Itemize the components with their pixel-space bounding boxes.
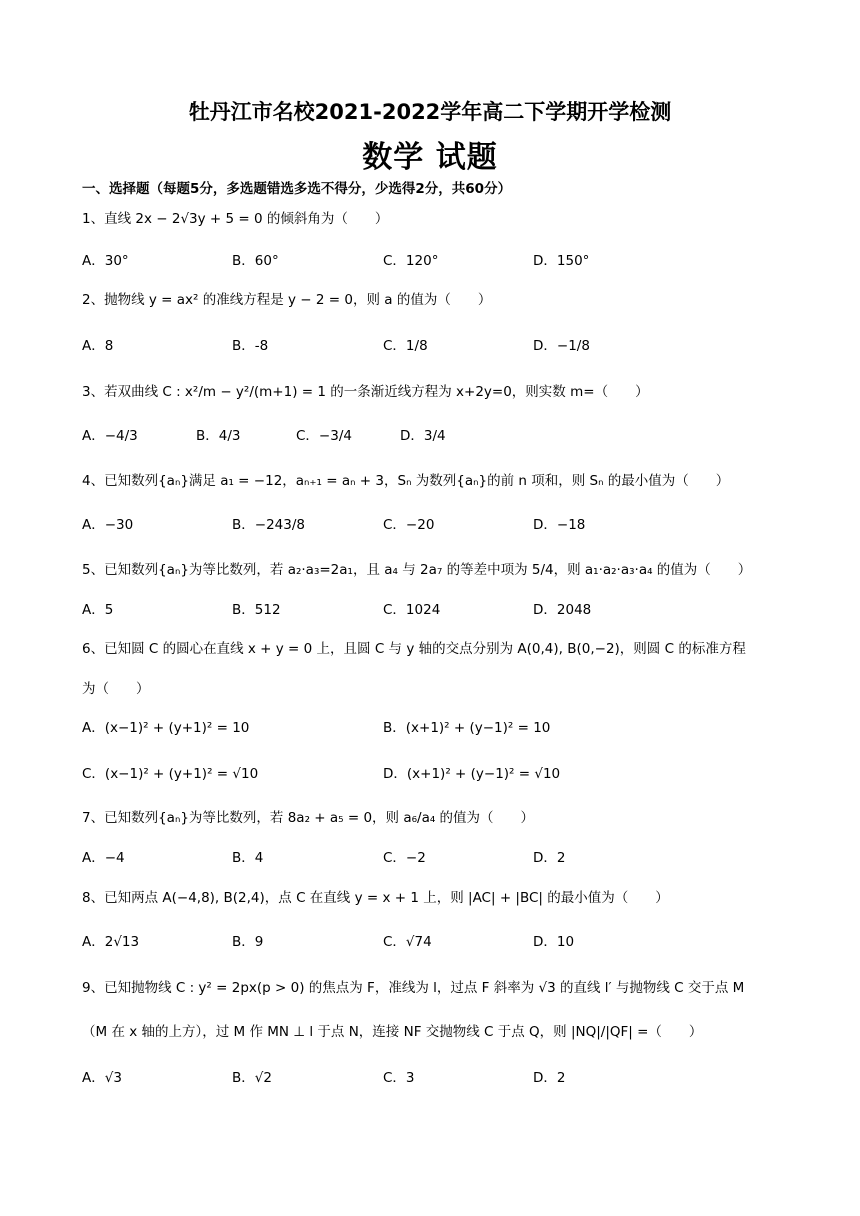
question-9-line-2: （M 在 x 轴的上方），过 M 作 MN ⊥ l 于点 N，连接 NF 交抛物线 C 于点 Q，则 |NQ|/|QF| =（ ） — [82, 1024, 703, 1040]
question-4: 4、已知数列{aₙ}满足 a₁ = −12，aₙ₊₁ = aₙ + 3，Sₙ 为数列{aₙ}的前 n 项和，则 Sₙ 的最小值为（ ） — [82, 473, 730, 489]
q8-option-b: B．9 — [232, 934, 264, 950]
q9-option-c: C．3 — [383, 1070, 415, 1086]
question-1: 1、直线 2x − 2√3y + 5 = 0 的倾斜角为（ ） — [82, 211, 389, 227]
q8-option-c: C．√74 — [383, 934, 432, 950]
q3-option-b: B．4/3 — [196, 428, 241, 444]
q6-option-a: A．(x−1)² + (y+1)² = 10 — [82, 720, 250, 736]
q7-option-c: C．−2 — [383, 850, 426, 866]
q5-option-d: D．2048 — [533, 602, 592, 618]
q1-option-a: A．30° — [82, 253, 129, 269]
q3-option-a: A．−4/3 — [82, 428, 138, 444]
q1-option-b: B．60° — [232, 253, 279, 269]
question-7: 7、已知数列{aₙ}为等比数列，若 8a₂ + a₅ = 0，则 a₆/a₄ 的值为（ ） — [82, 810, 535, 826]
q1-option-c: C．120° — [383, 253, 439, 269]
q3-option-c: C．−3/4 — [296, 428, 352, 444]
q3-option-d: D．3/4 — [400, 428, 446, 444]
q2-option-c: C．1/8 — [383, 338, 428, 354]
question-2: 2、抛物线 y = ax² 的准线方程是 y − 2 = 0，则 a 的值为（ ） — [82, 292, 492, 308]
q6-option-d: D．(x+1)² + (y−1)² = √10 — [383, 766, 561, 782]
question-8: 8、已知两点 A(−4,8), B(2,4)，点 C 在直线 y = x + 1 上，则 |AC| + |BC| 的最小值为（ ） — [82, 890, 669, 906]
q7-option-b: B．4 — [232, 850, 264, 866]
q5-option-a: A．5 — [82, 602, 114, 618]
q4-option-a: A．−30 — [82, 517, 134, 533]
exam-title: 牡丹江市名校2021-2022学年高二下学期开学检测 — [188, 100, 672, 124]
question-6-line-2: 为（ ） — [82, 681, 150, 697]
question-5: 5、已知数列{aₙ}为等比数列，若 a₂·a₃=2a₁，且 a₄ 与 2a₇ 的等差中项为 5/4，则 a₁·a₂·a₃·a₄ 的值为（ ） — [82, 562, 752, 578]
q4-option-b: B．−243/8 — [232, 517, 305, 533]
q2-option-a: A．8 — [82, 338, 114, 354]
q4-option-c: C．−20 — [383, 517, 435, 533]
question-3: 3、若双曲线 C : x²/m − y²/(m+1) = 1 的一条渐近线方程为 x+2y=0，则实数 m=（ ） — [82, 384, 649, 400]
q4-option-d: D．−18 — [533, 517, 586, 533]
q9-option-a: A．√3 — [82, 1070, 122, 1086]
q9-option-b: B．√2 — [232, 1070, 272, 1086]
q7-option-a: A．−4 — [82, 850, 125, 866]
q6-option-c: C．(x−1)² + (y+1)² = √10 — [82, 766, 259, 782]
question-6-line-1: 6、已知圆 C 的圆心在直线 x + y = 0 上，且圆 C 与 y 轴的交点分别为 A(0,4), B(0,−2)，则圆 C 的标准方程 — [82, 641, 746, 657]
q2-option-d: D．−1/8 — [533, 338, 590, 354]
q5-option-b: B．512 — [232, 602, 281, 618]
q9-option-d: D．2 — [533, 1070, 566, 1086]
q8-option-d: D．10 — [533, 934, 575, 950]
q8-option-a: A．2√13 — [82, 934, 140, 950]
section-heading: 一、选择题（每题5分，多选题错选多选不得分，少选得2分，共60分） — [82, 181, 512, 197]
q1-option-d: D．150° — [533, 253, 590, 269]
exam-subject-title: 数学 试题 — [362, 140, 498, 175]
q2-option-b: B．-8 — [232, 338, 269, 354]
q6-option-b: B．(x+1)² + (y−1)² = 10 — [383, 720, 551, 736]
q5-option-c: C．1024 — [383, 602, 441, 618]
q7-option-d: D．2 — [533, 850, 566, 866]
question-9-line-1: 9、已知抛物线 C : y² = 2px(p > 0) 的焦点为 F，准线为 l，过点 F 斜率为 √3 的直线 l′ 与抛物线 C 交于点 M — [82, 980, 745, 996]
